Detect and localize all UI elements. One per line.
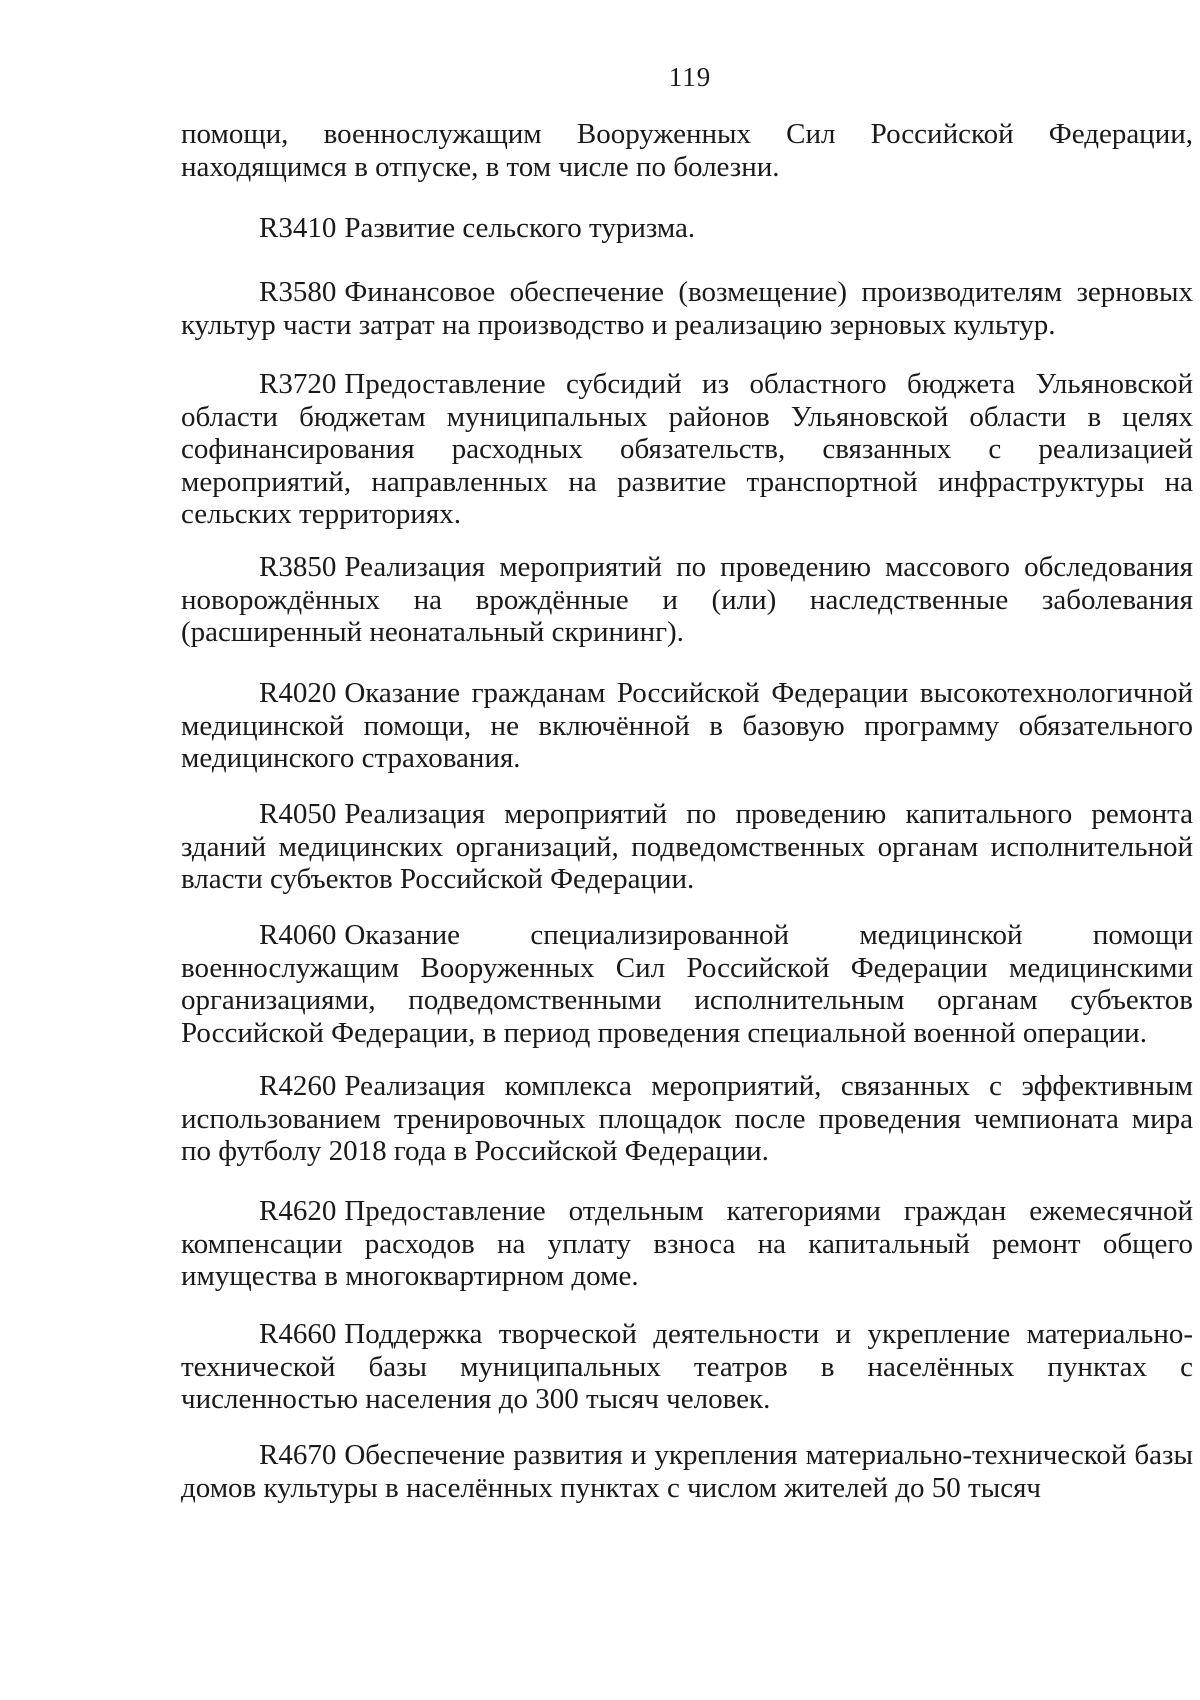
paragraph-text: Финансовое обеспечение (возмещение) производителям зерновых культур части затрат на производство и реализацию зерновых культур. — [181, 276, 1193, 341]
paragraph-text: Оказание гражданам Российской Федерации высокотехнологичной медицинской помощи, не включённой в базовую программу обязательного медицинского страхования. — [181, 677, 1193, 774]
paragraph-r4670 — [181, 1439, 1193, 1504]
paragraph-text: Развитие сельского туризма. — [344, 212, 696, 244]
paragraph-text: Реализация мероприятий по проведению капитального ремонта зданий медицинских организаций, подведомственных органам исполнительной власти субъектов Российской Федерации. — [181, 798, 1193, 895]
page-number: 119 — [668, 62, 712, 92]
paragraph-r4060 — [181, 919, 1193, 1049]
paragraph-text: Предоставление отдельным категориями граждан ежемесячной компенсации расходов на уплату взноса на капитальный ремонт общего имущества в многоквартирном доме. — [181, 1195, 1193, 1292]
paragraph-0 — [181, 118, 1193, 183]
budget-code: R4060 — [259, 919, 337, 951]
paragraph-text: Обеспечение развития и укрепления материально-технической базы домов культуры в населённых пунктах с числом жителей до 50 тысяч — [181, 1439, 1193, 1504]
paragraph-text: помощи, военнослужащим Вооруженных Сил Российской Федерации, находящимся в отпуске, в том числе по болезни. — [181, 118, 1193, 183]
budget-code: R3720 — [259, 368, 337, 400]
budget-code: R4020 — [259, 677, 337, 709]
paragraph-r3410 — [181, 212, 1193, 245]
paragraph-r4020 — [181, 677, 1193, 775]
paragraph-text: Предоставление субсидий из областного бюджета Ульяновской области бюджетам муниципальных районов Ульяновской области в целях софинансирования расходных обязательств, связанных с реализацией мероприятий, направленных на развитие транспортной инфраструктуры на сельских территориях. — [181, 368, 1193, 530]
budget-code: R3410 — [259, 212, 337, 244]
paragraph-r4050 — [181, 798, 1193, 896]
budget-code: R4620 — [259, 1195, 337, 1227]
paragraph-text: Реализация комплекса мероприятий, связанных с эффективным использованием тренировочных площадок после проведения чемпионата мира по футболу 2018 года в Российской Федерации. — [181, 1070, 1193, 1167]
paragraph-text: Поддержка творческой деятельности и укрепление материально-технической базы муниципальных театров в населённых пунктах с численностью населения до 300 тысяч человек. — [181, 1318, 1193, 1415]
budget-code: R4260 — [259, 1070, 337, 1102]
paragraph-text: Реализация мероприятий по проведению массового обследования новорождённых на врождённые и (или) наследственные заболевания (расширенный неонатальный скрининг). — [181, 551, 1193, 648]
paragraph-r4660 — [181, 1318, 1193, 1416]
paragraph-r3580 — [181, 276, 1193, 341]
paragraph-r4620 — [181, 1195, 1193, 1293]
budget-code: R3580 — [259, 276, 337, 308]
budget-code: R4670 — [259, 1439, 337, 1471]
budget-code: R4660 — [259, 1318, 337, 1350]
budget-code: R3850 — [259, 551, 337, 583]
paragraph-r3720 — [181, 368, 1193, 531]
paragraph-r3850 — [181, 551, 1193, 649]
paragraph-r4260 — [181, 1070, 1193, 1168]
paragraph-text: Оказание специализированной медицинской помощи военнослужащим Вооруженных Сил Российской Федерации медицинскими организациями, подведомственными исполнительным органам субъектов Российской Федерации, в период проведения специальной военной операции. — [181, 919, 1193, 1049]
budget-code: R4050 — [259, 798, 337, 830]
